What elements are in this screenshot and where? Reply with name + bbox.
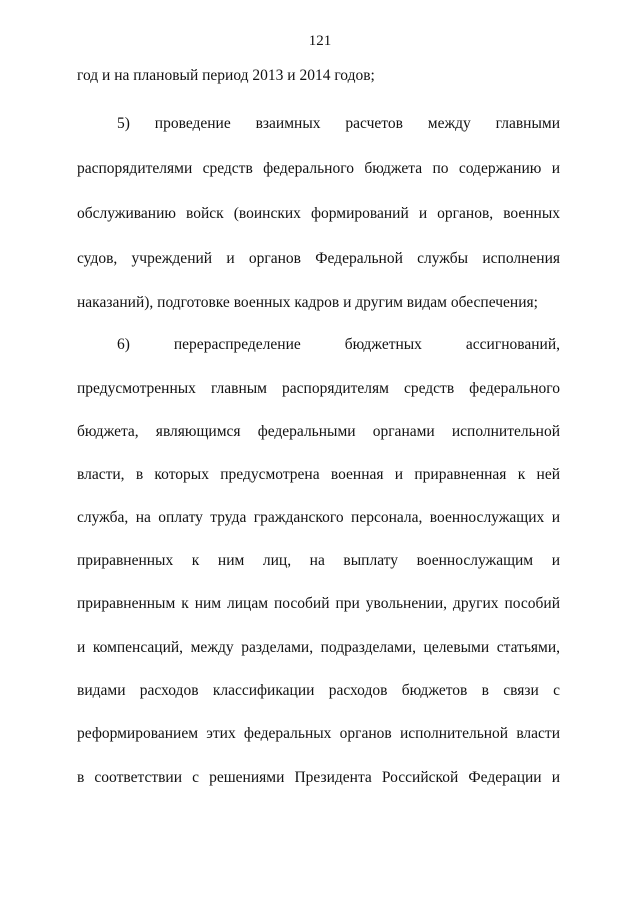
text-line: в соответствии с решениями Президента Российской Федерации и xyxy=(77,769,560,786)
paragraph-5-first-line: 5) проведение взаимных расчетов между главными xyxy=(117,115,560,132)
text-line: бюджета, являющимся федеральными органами исполнительной xyxy=(77,423,560,440)
text-line: наказаний), подготовке военных кадров и другим видам обеспечения; xyxy=(77,294,538,311)
text-line: судов, учреждений и органов Федеральной службы исполнения xyxy=(77,250,560,267)
text-line: и компенсаций, между разделами, подразделами, целевыми статьями, xyxy=(77,639,560,656)
text-line: приравненных к ним лиц, на выплату военнослужащим и xyxy=(77,552,560,569)
text-line: видами расходов классификации расходов бюджетов в связи с xyxy=(77,682,560,699)
text-line: власти, в которых предусмотрена военная и приравненная к ней xyxy=(77,466,560,483)
text-line: распорядителями средств федерального бюджета по содержанию и xyxy=(77,160,560,177)
text-line: приравненным к ним лицам пособий при увольнении, других пособий xyxy=(77,595,560,612)
text-line: обслуживанию войск (воинских формирований и органов, военных xyxy=(77,205,560,222)
text-line: год и на плановый период 2013 и 2014 годов; xyxy=(77,67,375,84)
text-line: служба, на оплату труда гражданского персонала, военнослужащих и xyxy=(77,509,560,526)
paragraph-6-first-line: 6) перераспределение бюджетных ассигнований, xyxy=(117,336,560,353)
text-line: предусмотренных главным распорядителям средств федерального xyxy=(77,380,560,397)
page-number: 121 xyxy=(308,33,332,49)
text-line: реформированием этих федеральных органов исполнительной власти xyxy=(77,725,560,742)
